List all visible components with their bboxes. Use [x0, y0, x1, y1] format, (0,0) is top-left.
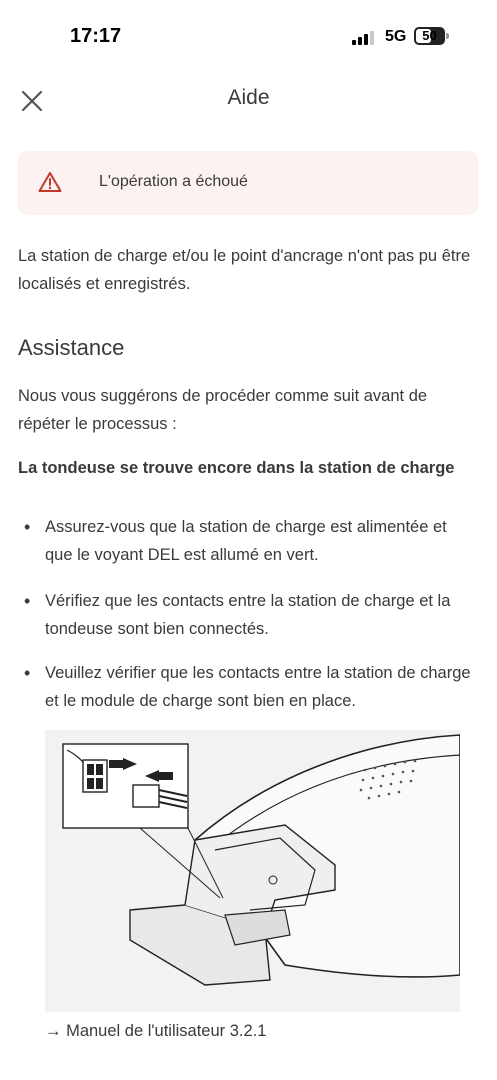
list-item: • Assurez-vous que la station de charge est alimentée et que le voyant DEL est allumé en vert.: [45, 513, 475, 569]
suggestion-paragraph: Nous vous suggérons de procéder comme suit avant de répéter le processus :: [18, 387, 428, 433]
header: [0, 72, 497, 128]
alert-message: L'opération a échoué: [99, 173, 248, 190]
list-item: • Vérifiez que les contacts entre la station de charge et la tondeuse sont bien connectés.: [45, 587, 475, 643]
error-alert: [18, 151, 478, 215]
list-item: • Veuillez vérifier que les contacts entre la station de charge et le module de charge sont bien en place.: [45, 659, 475, 715]
page-title: Aide: [227, 86, 270, 109]
assistance-heading: Assistance: [18, 335, 125, 360]
warning-triangle-icon: [38, 171, 62, 193]
battery-tip: [446, 33, 449, 39]
battery-level: 50: [422, 28, 437, 43]
signal-icon: [352, 31, 378, 45]
manual-link[interactable]: → Manuel de l'utilisateur 3.2.1: [45, 1022, 267, 1040]
charging-station-illustration: [45, 730, 460, 1012]
status-bar: [0, 0, 497, 72]
intro-paragraph: La station de charge et/ou le point d'ancrage n'ont pas pu être localisés et enregistrés.: [18, 247, 471, 293]
network-label: 5G: [385, 28, 407, 45]
situation-subheading: La tondeuse se trouve encore dans la station de charge: [18, 459, 455, 477]
battery-icon: [414, 27, 445, 45]
status-time: 17:17: [70, 25, 122, 47]
